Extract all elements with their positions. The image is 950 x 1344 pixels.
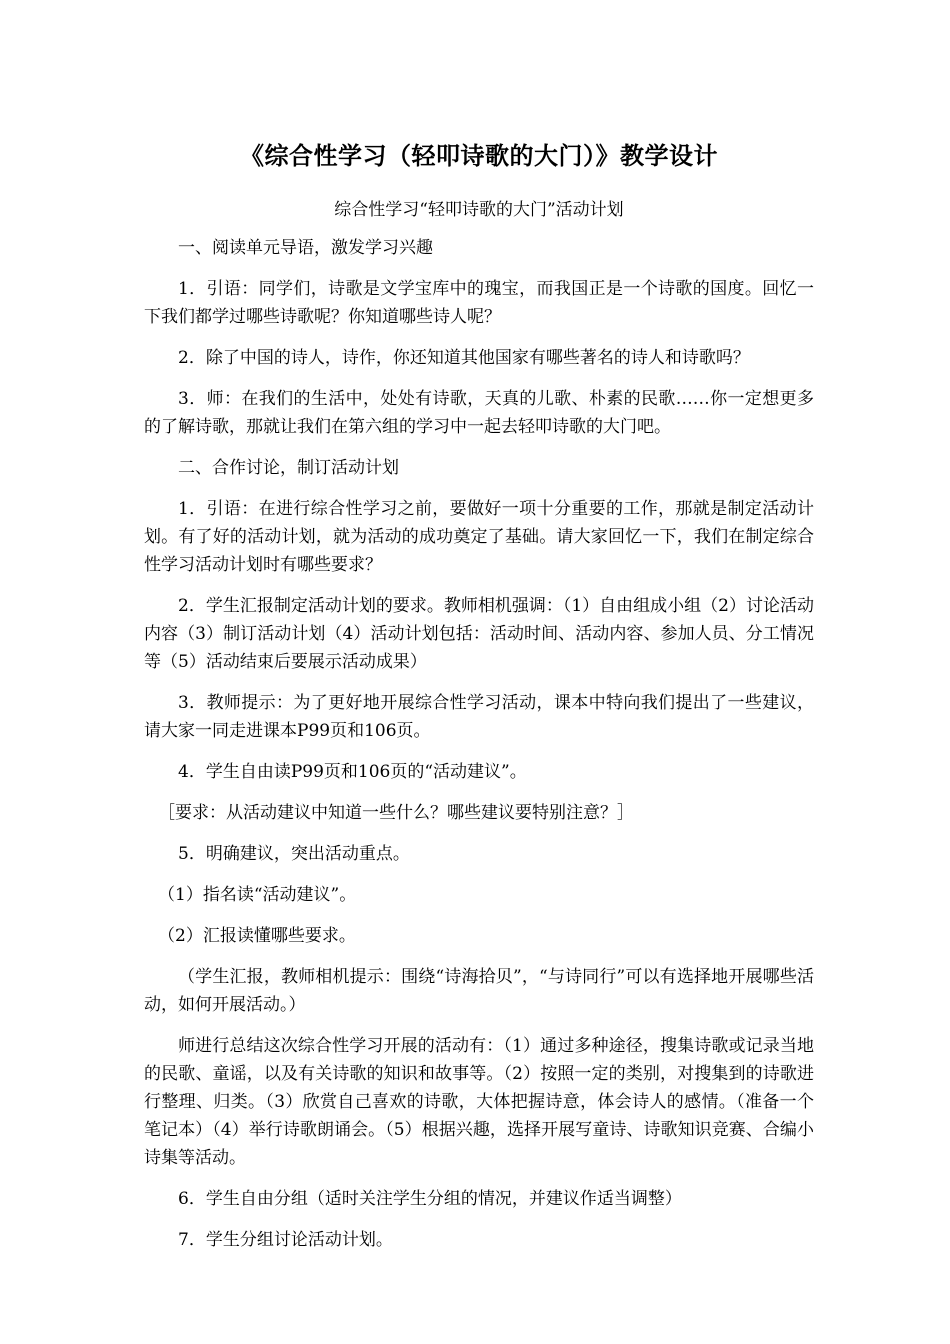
summary-paragraph: 师进行总结这次综合性学习开展的活动有：（1）通过多种途径，搜集诗歌或记录当地的民歌、童谣，以及有关诗歌的知识和故事等。（2）按照一定的类别，对搜集到的诗歌进行整理、归类。（3）欣赏自己喜欢的诗歌，大体把握诗意，体会诗人的感情。（准备一个笔记本）（4）举行诗歌朗诵会。（5）根据兴趣，选择开展写童诗、诗歌知识竞赛、合编小诗集等活动。 bbox=[144, 1036, 814, 1168]
paragraph: 3．师：在我们的生活中，处处有诗歌，天真的儿歌、朴素的民歌……你一定想更多的了解诗歌，那就让我们在第六组的学习中一起去轻叩诗歌的大门吧。 bbox=[144, 389, 814, 437]
paragraph: 2．除了中国的诗人，诗作，你还知道其他国家有哪些著名的诗人和诗歌吗？ bbox=[178, 348, 750, 368]
paragraph: 2．学生汇报制定活动计划的要求。教师相机强调：（1）自由组成小组（2）讨论活动内容（3）制订活动计划（4）活动计划包括：活动时间、活动内容、参加人员、分工情况等（5）活动结束后要展示活动成果） bbox=[144, 596, 814, 672]
paragraph: 1．引语：同学们，诗歌是文学宝库中的瑰宝，而我国正是一个诗歌的国度。回忆一下我们都学过哪些诗歌呢？你知道哪些诗人呢？ bbox=[144, 279, 814, 327]
sub-item: （1）指名读“活动建议”。 bbox=[158, 885, 357, 905]
paragraph: 1．引语：在进行综合性学习之前，要做好一项十分重要的工作，那就是制定活动计划。有了好的活动计划，就为活动的成功奠定了基础。请大家回忆一下，我们在制定综合性学习活动计划时有哪些要求？ bbox=[144, 499, 814, 575]
paragraph: 5．明确建议，突出活动重点。 bbox=[178, 844, 410, 864]
requirement-note: ［要求：从活动建议中知道一些什么？哪些建议要特别注意？］ bbox=[158, 803, 634, 823]
document-subtitle: 综合性学习“轻叩诗歌的大门”活动计划 bbox=[334, 200, 624, 220]
paragraph: 6．学生自由分组（适时关注学生分组的情况，并建议作适当调整） bbox=[178, 1189, 682, 1209]
document-title: 《综合性学习（轻叩诗歌的大门）》教学设计 bbox=[240, 141, 718, 170]
paragraph: 7．学生分组讨论活动计划。 bbox=[178, 1230, 393, 1250]
document-body bbox=[144, 138, 814, 1267]
paragraph: 3．教师提示：为了更好地开展综合性学习活动，课本中特向我们提出了一些建议，请大家一同走进课本P99页和106页。 bbox=[144, 693, 814, 741]
sub-item: （2）汇报读懂哪些要求。 bbox=[158, 926, 356, 946]
section-heading-2: 二、合作讨论，制订活动计划 bbox=[178, 458, 399, 478]
paragraph: （学生汇报，教师相机提示：围绕“诗海拾贝”，“与诗同行”可以有选择地开展哪些活动，如何开展活动。） bbox=[144, 967, 814, 1015]
section-heading-1: 一、阅读单元导语，激发学习兴趣 bbox=[178, 238, 433, 258]
paragraph: 4．学生自由读P99页和106页的“活动建议”。 bbox=[178, 762, 527, 782]
